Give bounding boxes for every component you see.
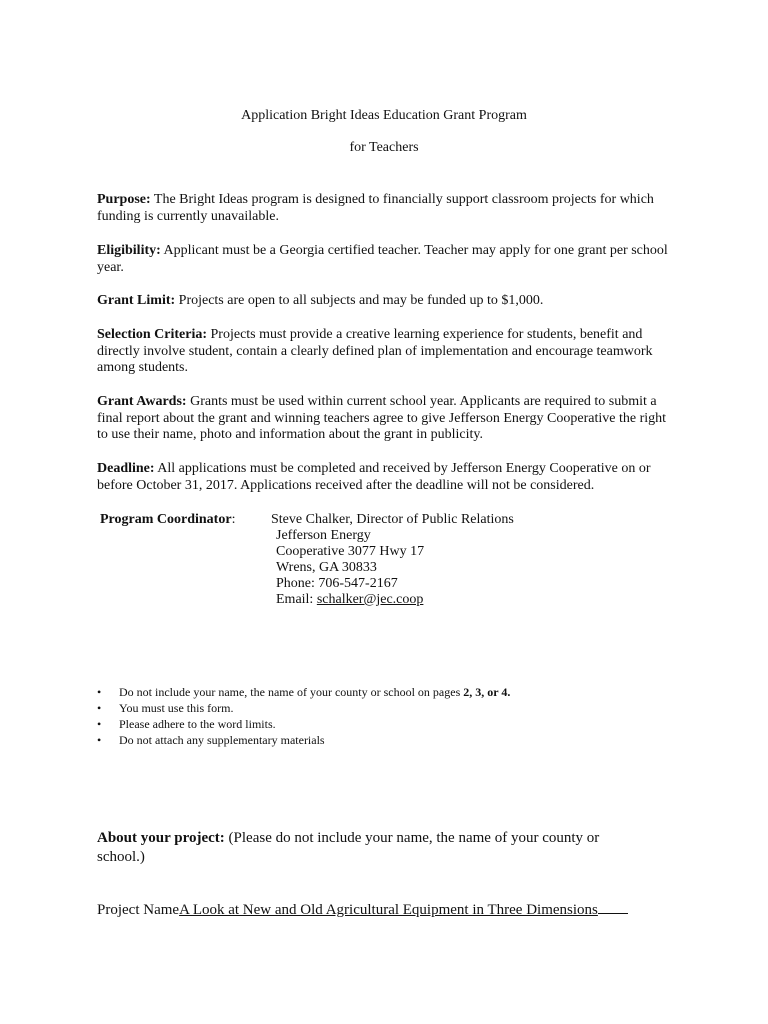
list-item xyxy=(97,716,510,732)
grant-limit-label: Grant Limit: xyxy=(97,293,176,308)
program-coordinator-label xyxy=(100,512,235,528)
bullet-icon: • xyxy=(97,685,102,699)
selection-criteria-text: Projects must provide a creative learning experience for students, benefit and directly involve student, contain a clearly defined plan of implementation and encourage teamwork among students. xyxy=(97,327,653,375)
program-coordinator-label-text: Program Coordinator xyxy=(100,512,232,527)
instruction-pages: 2, 3, or 4. xyxy=(463,685,511,699)
eligibility-label: Eligibility: xyxy=(97,243,161,258)
program-coordinator-contact xyxy=(271,512,514,608)
about-project-section xyxy=(97,829,637,867)
about-project-text: (Please do not include your name, the name of your county or school.) xyxy=(97,830,600,865)
bullet-icon: • xyxy=(97,717,102,731)
project-name-value: A Look at New and Old Agricultural Equipment in Three Dimensions xyxy=(179,902,598,918)
coordinator-city: Wrens, GA 30833 xyxy=(276,560,377,575)
project-name-underline xyxy=(598,899,628,914)
deadline-section xyxy=(97,461,672,494)
coordinator-name: Steve Chalker, Director of Public Relations xyxy=(271,512,514,527)
bullet-icon: • xyxy=(97,701,102,715)
coordinator-email-line xyxy=(271,592,514,608)
coordinator-org-line1: Jefferson Energy xyxy=(276,528,371,543)
instructions-list xyxy=(97,684,510,748)
grant-limit-text: Projects are open to all subjects and may be funded up to $1,000. xyxy=(175,293,544,308)
purpose-section xyxy=(97,192,672,225)
list-item xyxy=(97,684,510,700)
instruction-text: Do not include your name, the name of your county or school on pages xyxy=(119,685,464,699)
purpose-text: The Bright Ideas program is designed to financially support classroom projects for which funding is currently unavailable. xyxy=(97,192,654,224)
deadline-text: All applications must be completed and received by Jefferson Energy Cooperative on or before October 31, 2017. Applications received after the deadline will not be considered. xyxy=(97,461,651,493)
purpose-label: Purpose: xyxy=(97,192,151,207)
program-coordinator-colon: : xyxy=(231,512,236,527)
grant-awards-label: Grant Awards: xyxy=(97,394,187,409)
list-item xyxy=(97,700,510,716)
grant-limit-section xyxy=(97,293,672,310)
document-title: Application Bright Ideas Education Grant Program xyxy=(241,108,527,123)
project-name-label: Project Name xyxy=(97,902,180,918)
instruction-text: Please adhere to the word limits. xyxy=(119,717,276,731)
selection-criteria-label: Selection Criteria: xyxy=(97,327,208,342)
coordinator-phone: Phone: 706-547-2167 xyxy=(276,576,398,591)
selection-criteria-section xyxy=(97,327,672,377)
eligibility-text: Applicant must be a Georgia certified teacher. Teacher may apply for one grant per school year. xyxy=(97,243,668,275)
deadline-label: Deadline: xyxy=(97,461,155,476)
instruction-text: You must use this form. xyxy=(119,701,234,715)
about-project-label: About your project: xyxy=(97,830,225,846)
bullet-icon: • xyxy=(97,733,102,747)
list-item xyxy=(97,732,510,748)
coordinator-org-line2: Cooperative 3077 Hwy 17 xyxy=(276,544,425,559)
eligibility-section xyxy=(97,243,672,276)
instruction-text: Do not attach any supplementary materials xyxy=(119,733,325,747)
document-subtitle: for Teachers xyxy=(349,140,419,155)
coordinator-email-prefix: Email: xyxy=(276,592,317,607)
grant-awards-section xyxy=(97,394,672,444)
project-name-field xyxy=(97,899,628,919)
grant-awards-text: Grants must be used within current school year. Applicants are required to submit a final report about the grant and winning teachers agree to give Jefferson Energy Cooperative the right to use their name, photo and information about the grant in publicity. xyxy=(97,394,667,442)
coordinator-email-link[interactable]: schalker@jec.coop xyxy=(316,592,424,607)
